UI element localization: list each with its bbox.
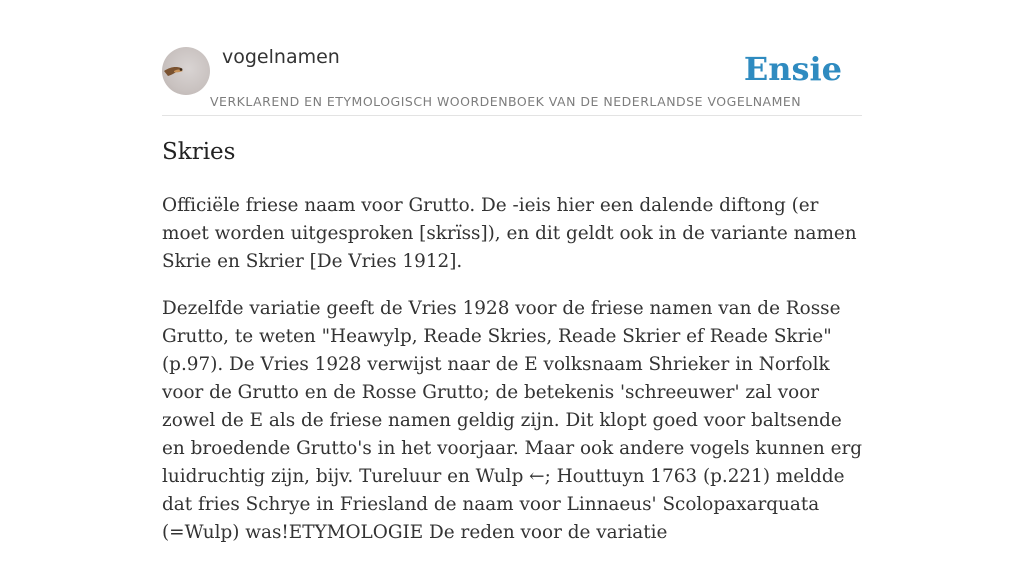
ensie-logo[interactable]: Ensie <box>743 50 842 88</box>
entry-paragraph: Dezelfde variatie geeft de Vries 1928 voor de friese namen van de Rosse Grutto, te weten "Heawylp, Reade Skries, Reade Skrier ef Reade Skrie" (p.97). De Vries 1928 verwijst naar de E volksnaam Shrieker in Norfolk voor de Grutto en de Rosse Grutto; de betekenis 'schreeuwer' zal voor zowel de E als de friese namen geldig zijn. Dit klopt goed voor baltsende en broedende Grutto's in het voorjaar. Maar ook andere vogels kunnen erg luidruchtig zijn, bijv. Tureluur en Wulp ←; Houttuyn 1763 (p.221) meldde dat fries Schrye in Friesland de naam voor Linnaeus' Scolopaxarquata (=Wulp) was!ETYMOLOGIE De reden voor de variatie <box>162 298 863 543</box>
bird-icon <box>162 47 210 95</box>
site-subtitle: VERKLAREND EN ETYMOLOGISCH WOORDENBOEK VAN DE NEDERLANDSE VOGELNAMEN <box>210 94 802 109</box>
entry-title: Skries <box>162 139 236 165</box>
site-name[interactable]: vogelnamen <box>222 46 340 68</box>
entry-paragraph: Officiële friese naam voor Grutto. De -ieis hier een dalende diftong (er moet worden uitgesproken [skrïss]), en dit geldt ook in de variante namen Skrie en Skrier [De Vries 1912]. <box>162 195 857 272</box>
site-header <box>162 40 862 116</box>
entry-content <box>162 192 864 566</box>
header-divider <box>162 115 862 116</box>
bird-avatar[interactable] <box>162 47 210 95</box>
